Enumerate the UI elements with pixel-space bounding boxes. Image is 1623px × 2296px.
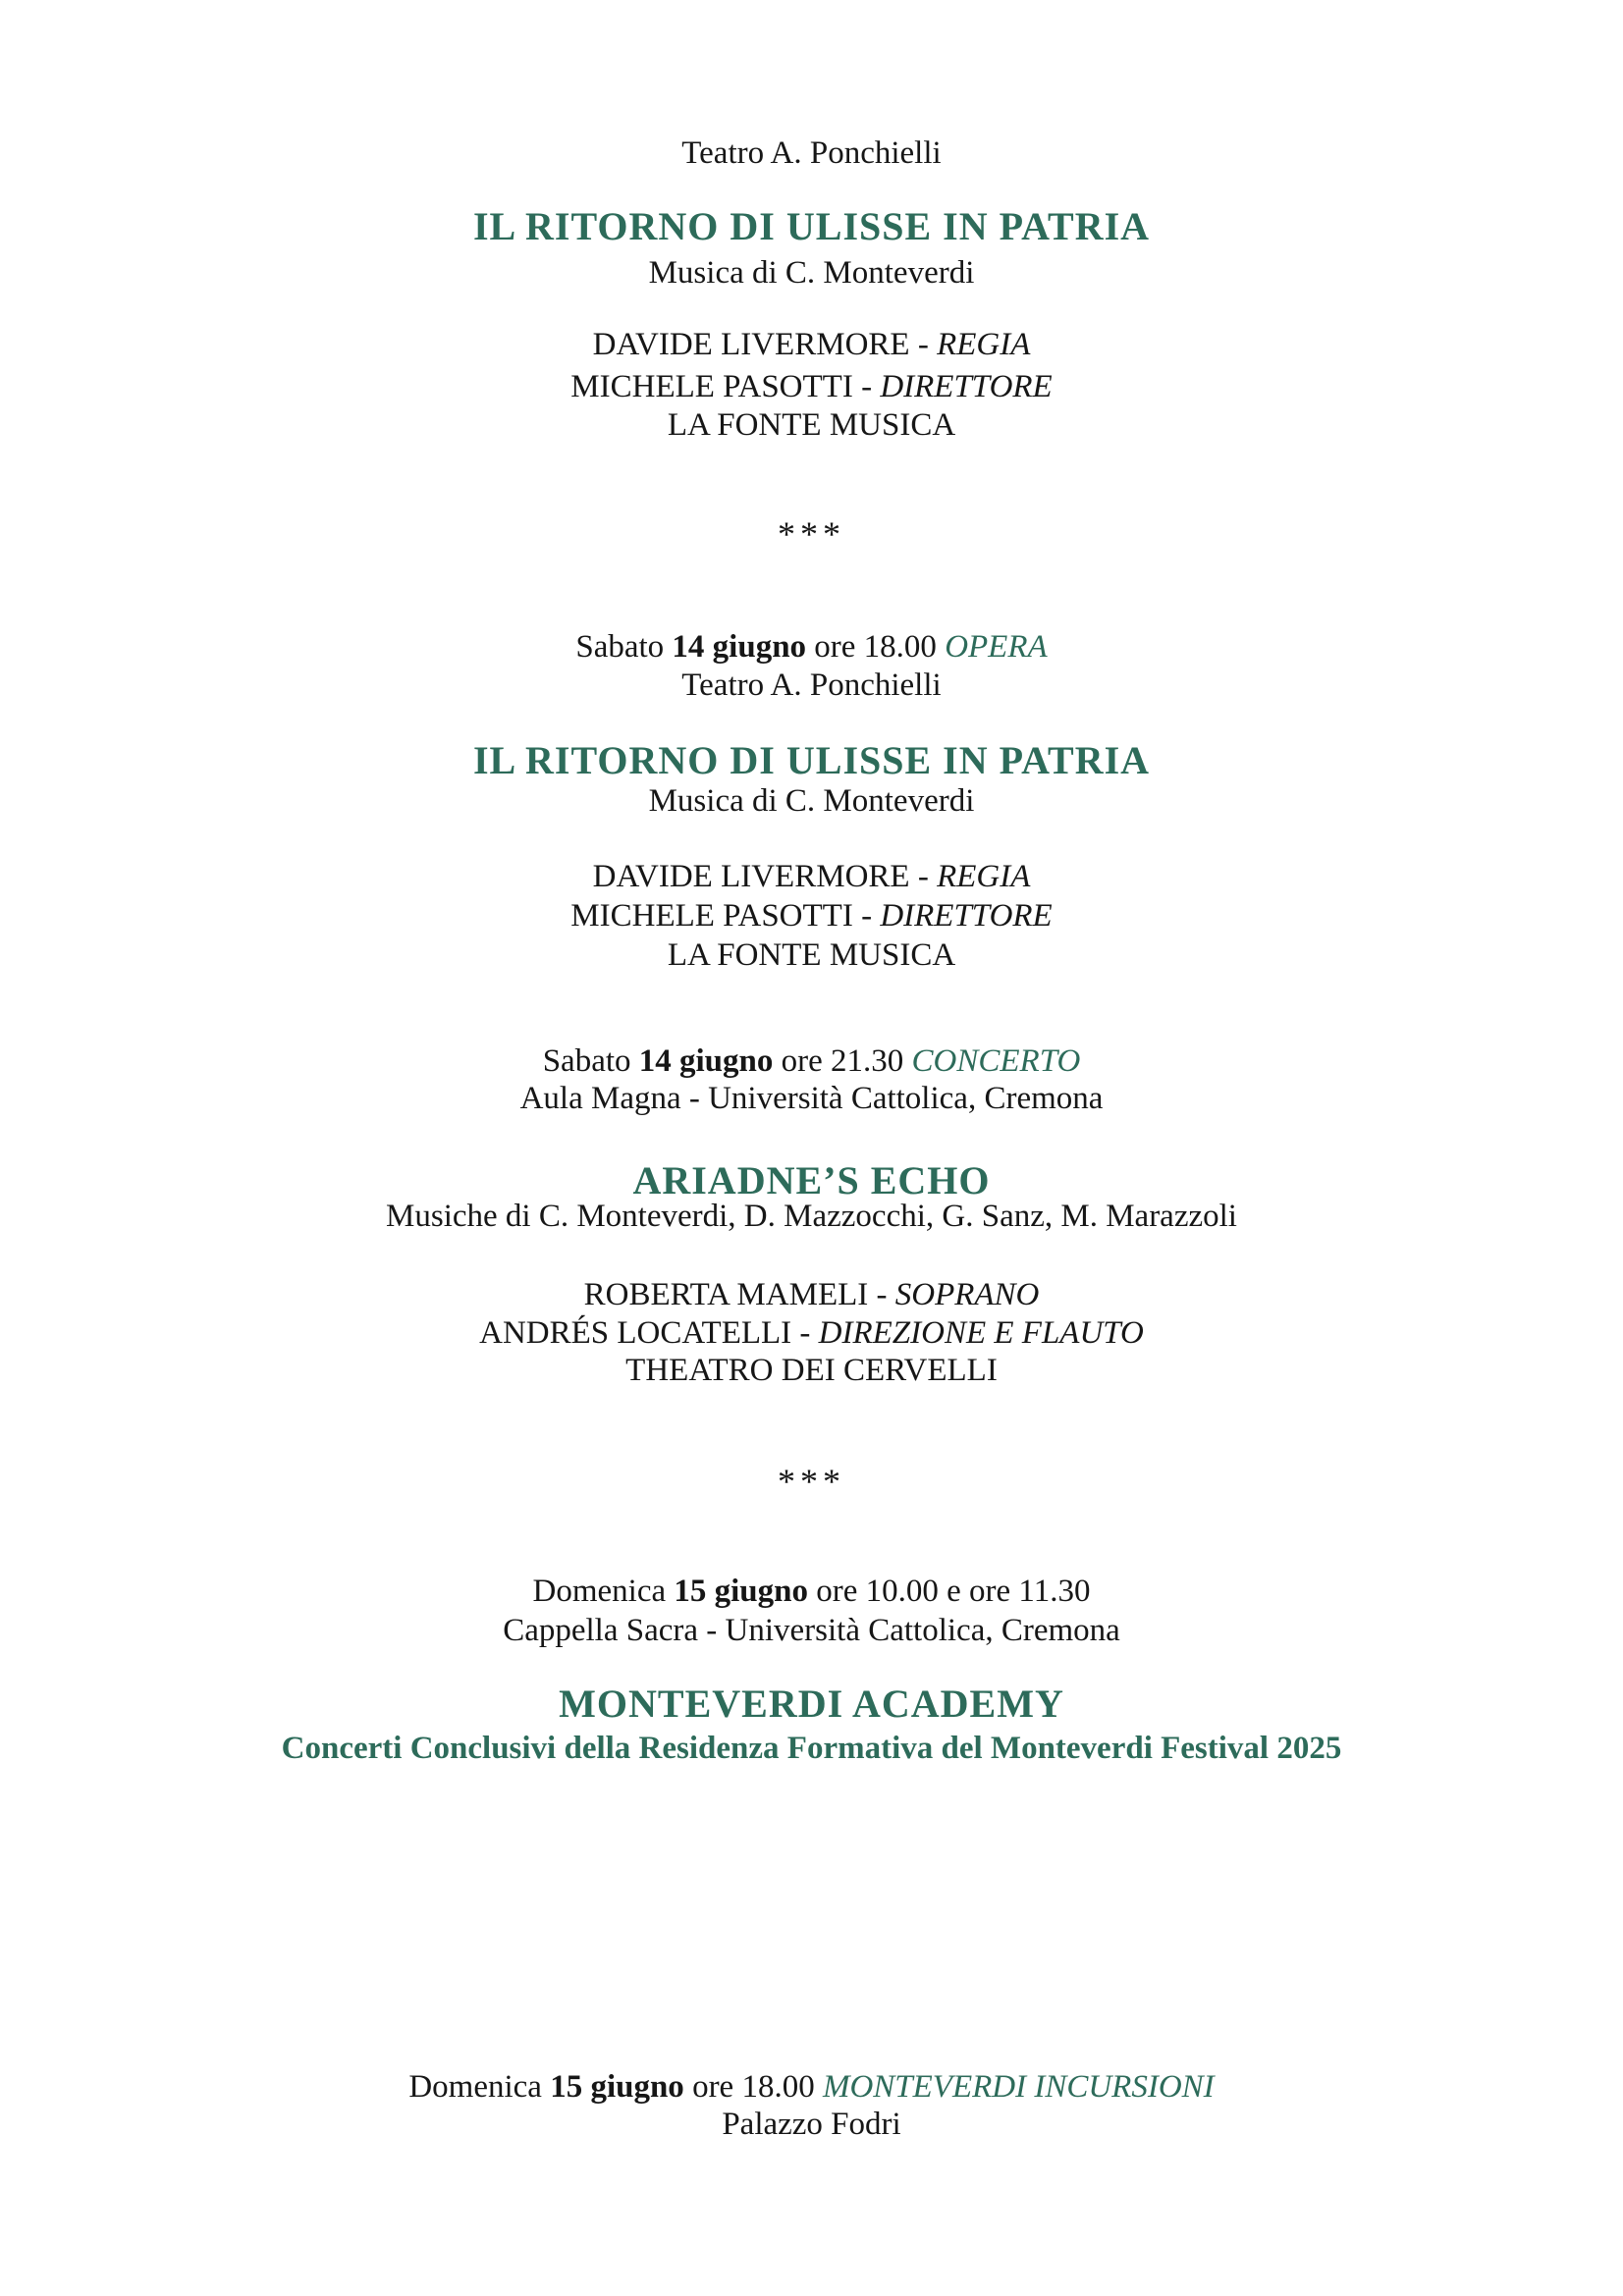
divider-text: *** (778, 1462, 845, 1501)
date-emphasis: 14 giugno (638, 1043, 774, 1079)
composer-line (0, 253, 1623, 293)
venue-line (0, 2105, 1623, 2144)
credit-role: - REGIA (917, 859, 1031, 894)
composer-text: Musica di C. Monteverdi (648, 783, 975, 819)
date-emphasis: 15 giugno (674, 1574, 809, 1609)
credit-line (0, 325, 1623, 364)
venue-text: Cappella Sacra - Università Cattolica, Cremona (503, 1613, 1120, 1648)
venue-text: Aula Magna - Università Cattolica, Cremona (519, 1081, 1104, 1116)
venue-line (0, 666, 1623, 705)
credit-name: ROBERTA MAMELI (583, 1277, 877, 1312)
credit-name: DAVIDE LIVERMORE (592, 859, 918, 894)
venue-line (0, 133, 1623, 173)
credit-line (0, 1313, 1623, 1353)
event-title-text: IL RITORNO DI ULISSE IN PATRIA (472, 204, 1151, 248)
date-day: Sabato (542, 1043, 639, 1079)
event-title (0, 737, 1623, 784)
event-title-text: MONTEVERDI ACADEMY (559, 1682, 1064, 1726)
composer-line (0, 1197, 1623, 1236)
date-line (0, 1041, 1623, 1081)
venue-text: Palazzo Fodri (722, 2107, 901, 2142)
event-subtitle (0, 1727, 1623, 1770)
date-time: ore 21.30 (773, 1043, 912, 1079)
divider-text: *** (778, 514, 845, 554)
venue-text: Teatro A. Ponchielli (681, 667, 942, 703)
date-time: ore 10.00 e ore 11.30 (808, 1574, 1091, 1609)
composer-text: Musiche di C. Monteverdi, D. Mazzocchi, G. Sanz, M. Marazzoli (386, 1199, 1237, 1234)
ensemble-text: LA FONTE MUSICA (667, 937, 956, 973)
date-line (0, 1572, 1623, 1611)
credit-name: ANDRÉS LOCATELLI (479, 1315, 800, 1351)
event-title (0, 203, 1623, 250)
credit-role: - DIRETTORE (861, 369, 1053, 404)
date-line (0, 627, 1623, 667)
venue-text: Teatro A. Ponchielli (681, 135, 942, 171)
date-tag: MONTEVERDI INCURSIONI (822, 2069, 1215, 2105)
date-day: Sabato (575, 629, 673, 665)
date-day: Domenica (408, 2069, 551, 2105)
ensemble-line (0, 935, 1623, 975)
composer-text: Musica di C. Monteverdi (648, 255, 975, 291)
event-title-text: IL RITORNO DI ULISSE IN PATRIA (472, 738, 1151, 782)
event-title (0, 1681, 1623, 1728)
venue-line (0, 1079, 1623, 1118)
ensemble-text: THEATRO DEI CERVELLI (625, 1353, 998, 1388)
date-time: ore 18.00 (806, 629, 946, 665)
section-divider (0, 1462, 1623, 1501)
credit-line (0, 1275, 1623, 1314)
credit-role: - DIREZIONE E FLAUTO (799, 1315, 1144, 1351)
date-tag: CONCERTO (911, 1043, 1081, 1079)
credit-line (0, 896, 1623, 935)
date-time: ore 18.00 (683, 2069, 823, 2105)
credit-role: - SOPRANO (876, 1277, 1040, 1312)
credit-name: MICHELE PASOTTI (570, 898, 862, 934)
credit-line (0, 857, 1623, 896)
ensemble-text: LA FONTE MUSICA (667, 407, 956, 443)
event-title-text: ARIADNE’S ECHO (632, 1158, 991, 1202)
date-emphasis: 15 giugno (550, 2069, 684, 2105)
credit-role: - REGIA (917, 327, 1031, 362)
date-day: Domenica (532, 1574, 675, 1609)
composer-line (0, 781, 1623, 821)
event-subtitle-text: Concerti Conclusivi della Residenza Formativa del Monteverdi Festival 2025 (281, 1731, 1342, 1766)
venue-line (0, 1611, 1623, 1650)
credit-line (0, 367, 1623, 406)
ensemble-line (0, 405, 1623, 445)
date-line (0, 2067, 1623, 2107)
credit-role: - DIRETTORE (861, 898, 1053, 934)
ensemble-line (0, 1351, 1623, 1390)
credit-name: DAVIDE LIVERMORE (592, 327, 918, 362)
date-emphasis: 14 giugno (672, 629, 807, 665)
section-divider (0, 514, 1623, 554)
date-tag: OPERA (945, 629, 1048, 665)
credit-name: MICHELE PASOTTI (570, 369, 862, 404)
